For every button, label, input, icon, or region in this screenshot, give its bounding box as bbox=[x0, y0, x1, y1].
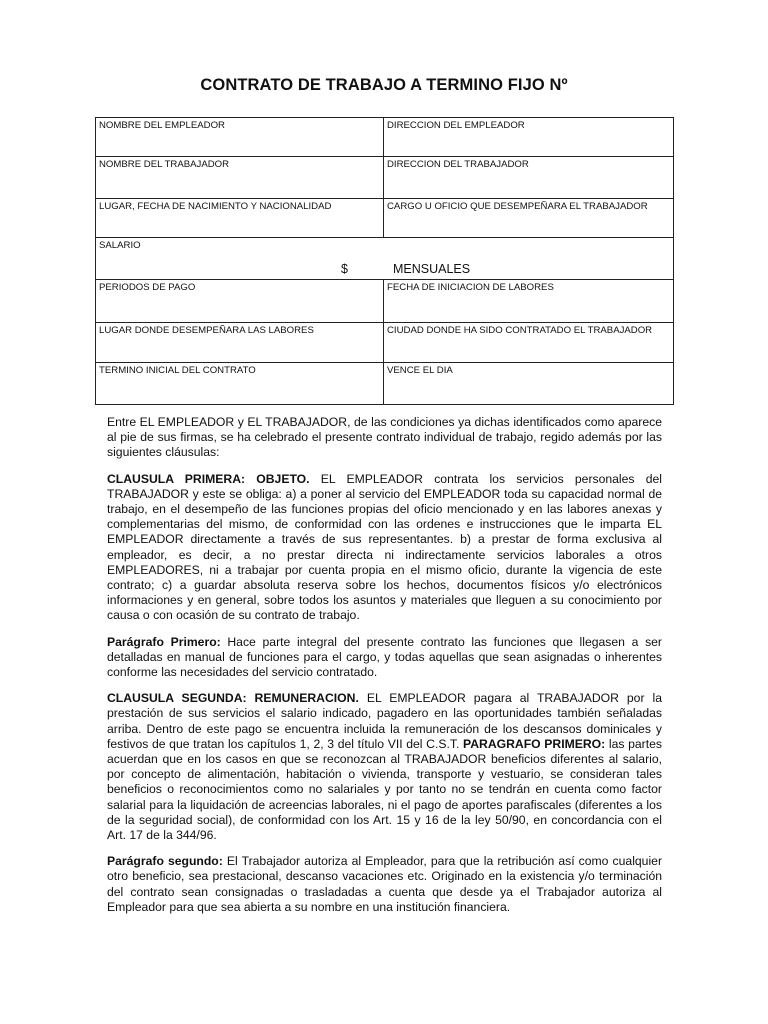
table-row bbox=[96, 238, 674, 280]
clause-1-text: EL EMPLEADOR contrata los servicios personales del TRABAJADOR y este se obliga: a) a poner al servicio del EMPLEADOR toda su capacidad normal de trabajo, en el desempeño de las funciones propias del oficio mencionado y en las labores anexas y complementarias del mismo, de conformidad con las ordenes e instrucciones que le imparta EL EMPLEADOR directamente a través de sus representantes. b) a prestar de forma exclusiva al empleador, es decir, a no prestar directa ni indirectamente servicios laborales a otros EMPLEADORES, ni a trabajar por cuenta propia en el mismo oficio, durante la vigencia de este contrato; c) a guardar absoluta reserva sobre los hechos, documentos físicos y/o electrónicos informaciones y en general, sobre todos los asuntos y materiales que lleguen a su conocimiento por causa o con ocasión de su contrato de trabajo. bbox=[107, 471, 663, 623]
paragraph-2-text: El Trabajador autoriza al Empleador, para que la retribución así como cualquier otro beneficio, sea prestacional, descanso vacaciones etc. Originado en la existencia y/o terminación del contrato sean consignadas o trasladadas a cuenta que desde ya el Trabajador autoriza al Empleador para que sea abierta a su nombre en una institución financiera. bbox=[107, 854, 662, 914]
paragrafo-primero-heading: PARAGRAFO PRIMERO: bbox=[463, 736, 606, 751]
paragraph-2 bbox=[107, 854, 662, 915]
paragraph-1-heading: Parágrafo Primero: bbox=[107, 634, 221, 649]
clause-1-paragraph bbox=[107, 472, 662, 624]
initial-term-cell: TERMINO INICIAL DEL CONTRATO bbox=[96, 363, 384, 405]
position-cell: CARGO U OFICIO QUE DESEMPEÑARA EL TRABAJADOR bbox=[384, 199, 674, 238]
salary-currency: $ bbox=[341, 262, 348, 276]
work-place-cell: LUGAR DONDE DESEMPEÑARA LAS LABORES bbox=[96, 323, 384, 363]
paragrafo-primero-text: las partes acuerdan que en los casos en que se reconozcan al TRABAJADOR beneficios diferentes al salario, por concepto de alimentación, habitación o vivienda, transporte y vestuario, se consideran tales beneficios o reconocimientos como no salariales y por tanto no se tendrán en cuenta como factor salarial para la liquidación de acreencias laborales, ni el pago de aportes parafiscales (diferentes a los de la seguridad social), de conformidad con los Art. 15 y 16 de la ley 50/90, en concordancia con el Art. 17 de la 344/96. bbox=[107, 736, 662, 843]
table-row bbox=[96, 199, 674, 238]
birth-info-cell: LUGAR, FECHA DE NACIMIENTO Y NACIONALIDAD bbox=[96, 199, 384, 238]
worker-address-cell: DIRECCION DEL TRABAJADOR bbox=[384, 157, 674, 199]
employer-address-cell: DIRECCION DEL EMPLEADOR bbox=[384, 118, 674, 157]
start-date-cell: FECHA DE INICIACION DE LABORES bbox=[384, 280, 674, 323]
worker-name-cell: NOMBRE DEL TRABAJADOR bbox=[96, 157, 384, 199]
pay-periods-cell: PERIODOS DE PAGO bbox=[96, 280, 384, 323]
paragraph-1-text: Hace parte integral del presente contrato las funciones que llegasen a ser detalladas en manual de funciones para el cargo, y todas aquellas que sean asignadas o inherentes conforme las necesidades del servicio contratado. bbox=[107, 634, 662, 680]
salary-label: SALARIO bbox=[99, 240, 141, 251]
salary-period: MENSUALES bbox=[393, 262, 471, 276]
clause-1-heading: CLAUSULA PRIMERA: OBJETO. bbox=[107, 471, 310, 486]
document-title: CONTRATO DE TRABAJO A TERMINO FIJO Nº bbox=[200, 76, 568, 94]
paragraph-2-heading: Parágrafo segundo: bbox=[107, 854, 223, 869]
paragraph-1 bbox=[107, 635, 662, 681]
contract-body bbox=[107, 415, 662, 926]
table-row bbox=[96, 280, 674, 323]
clause-2-heading: CLAUSULA SEGUNDA: REMUNERACION. bbox=[107, 691, 359, 706]
contract-info-table bbox=[95, 117, 674, 405]
expires-cell: VENCE EL DIA bbox=[384, 363, 674, 405]
table-row bbox=[96, 323, 674, 363]
clause-2-text: EL EMPLEADOR pagara al TRABAJADOR por la prestación de sus servicios el salario indicado, pagadero en las oportunidades también señaladas arriba. Dentro de este pago se encuentra incluida la remuneración de los descansos dominicales y festivos de que tratan los capítulos 1, 2, 3 del título VII del C.S.T. bbox=[107, 691, 662, 751]
salary-line bbox=[99, 263, 670, 277]
clause-2-paragraph bbox=[107, 691, 662, 843]
table-row bbox=[96, 363, 674, 405]
salary-cell bbox=[96, 238, 674, 280]
hire-city-cell: CIUDAD DONDE HA SIDO CONTRATADO EL TRABAJADOR bbox=[384, 323, 674, 363]
intro-paragraph: Entre EL EMPLEADOR y EL TRABAJADOR, de las condiciones ya dichas identificados como aparece al pie de sus firmas, se ha celebrado el presente contrato individual de trabajo, regido además por las siguientes cláusulas: bbox=[107, 415, 662, 460]
table-row bbox=[96, 118, 674, 157]
table-row bbox=[96, 157, 674, 199]
employer-name-cell: NOMBRE DEL EMPLEADOR bbox=[96, 118, 384, 157]
